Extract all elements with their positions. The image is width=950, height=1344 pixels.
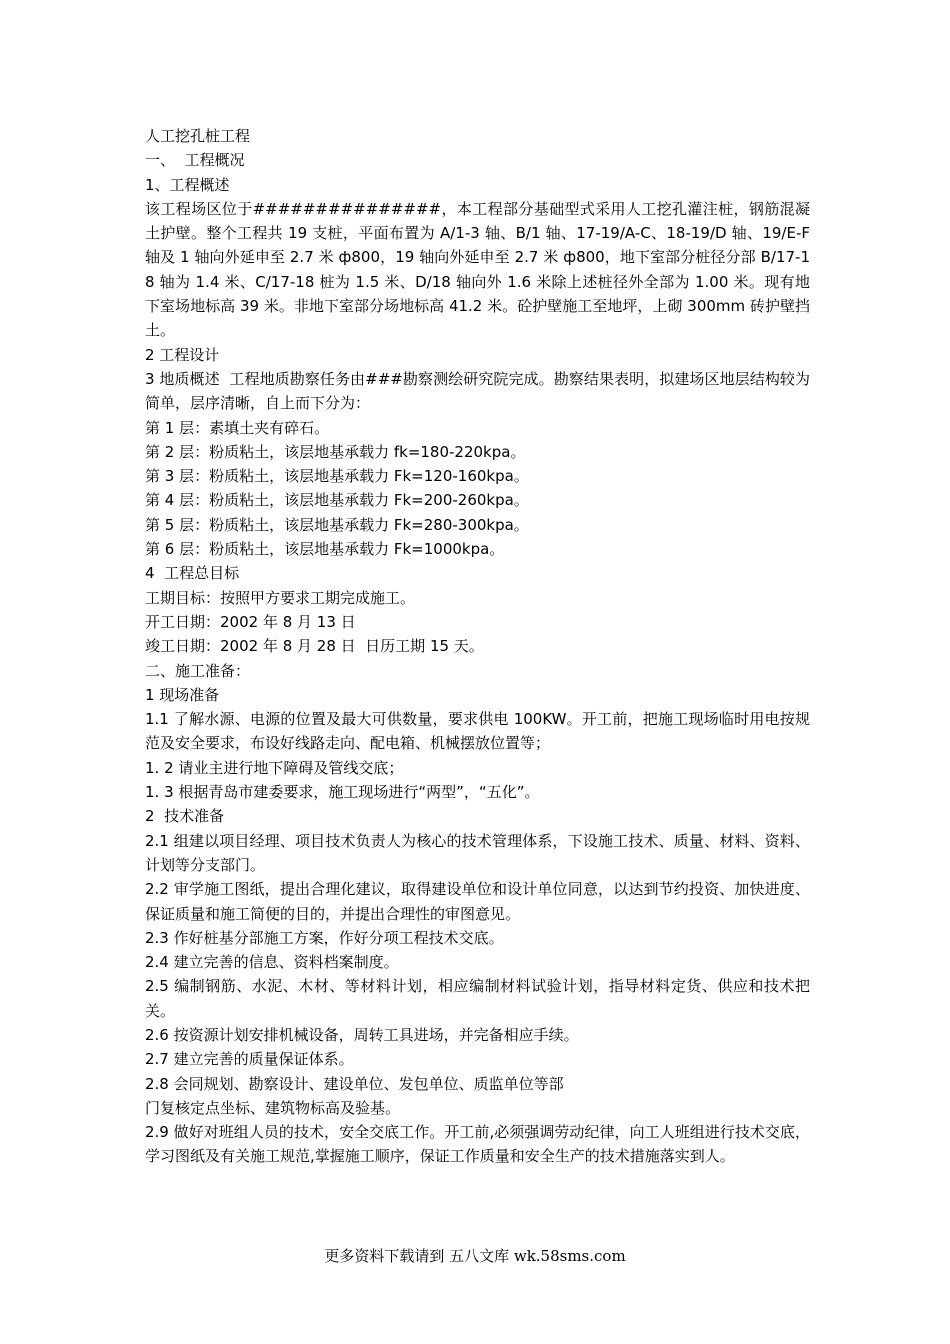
section-heading: 一、 工程概况 xyxy=(145,151,245,170)
paragraph: 2.2 审学施工图纸，提出合理化建议，取得建设单位和设计单位同意，以达到节约投资、加快进度、保证质量和施工简便的目的，并提出合理性的审图意见。 xyxy=(145,880,810,923)
paragraph: 2.5 编制钢筋、水泥、木材、等材料计划，相应编制材料试验计划，指导材料定货、供应和技术把关。 xyxy=(145,977,810,1020)
subsection-heading: 2 技术准备 xyxy=(145,807,225,826)
paragraph: 1.1 了解水源、电源的位置及最大可供数量，要求供电 100KW。开工前，把施工现场临时用电按规范及安全要求，布设好线路走向、配电箱、机械摆放位置等； xyxy=(145,710,810,753)
paragraph: 2.9 做好对班组人员的技术，安全交底工作。开工前,必须强调劳动纪律，向工人班组进行技术交底，学习图纸及有关施工规范,掌握施工顺序，保证工作质量和安全生产的技术措施落实到人。 xyxy=(145,1123,810,1166)
subsection-heading: 1 现场准备 xyxy=(145,685,220,704)
subsection-heading: 1、工程概述 xyxy=(145,175,230,194)
paragraph: 2.4 建立完善的信息、资料档案制度。 xyxy=(145,953,399,972)
subsection-heading: 4 工程总目标 xyxy=(145,564,240,583)
list-item: 第 3 层：粉质粘土，该层地基承载力 Fk=120-160kpa。 xyxy=(145,467,529,486)
paragraph: 1. 3 根据青岛市建委要求，施工现场进行“两型”，“五化”。 xyxy=(145,783,540,802)
paragraph: 2.7 建立完善的质量保证体系。 xyxy=(145,1050,354,1069)
paragraph: 开工日期：2002 年 8 月 13 日 xyxy=(145,612,356,631)
list-item: 第 2 层：粉质粘土，该层地基承载力 fk=180-220kpa。 xyxy=(145,442,526,461)
paragraph: 2.3 作好桩基分部施工方案，作好分项工程技术交底。 xyxy=(145,928,504,947)
section-heading: 二、施工准备： xyxy=(145,661,251,680)
doc-title: 人工挖孔桩工程 xyxy=(145,127,251,145)
list-item: 第 5 层：粉质粘土，该层地基承载力 Fk=280-300kpa。 xyxy=(145,515,529,534)
list-item: 第 4 层：粉质粘土，该层地基承载力 Fk=200-260kpa。 xyxy=(145,491,529,510)
document-body xyxy=(145,124,815,1169)
list-item: 第 6 层：粉质粘土，该层地基承载力 Fk=1000kpa。 xyxy=(145,540,505,559)
paragraph: 门复核定点坐标、建筑物标高及验基。 xyxy=(145,1098,401,1117)
paragraph: 该工程场区位于###############，本工程部分基础型式采用人工挖孔灌注桩，钢筋混凝土护壁。整个工程共 19 支桩，平面布置为 A/1-3 轴、B/1 轴、17-19/A-C、18-19/D 轴、19/E-F 轴及 1 轴向外延申至 2.7 米 ф800，19 轴向外延申至 2.7 米 ф800，地下室部分桩径分部 B/17-18 轴为 1.4 米、C/17-18 桩为 1.5 米、D/18 轴向外 1.6 米除上述桩径外全部为 1.00 米。现有地下室场地标高 39 米。非地下室部分场地标高 41.2 米。砼护壁施工至地坪，上砌 300mm 砖护壁挡土。 xyxy=(145,199,815,340)
paragraph: 工期目标：按照甲方要求工期完成施工。 xyxy=(145,588,416,607)
list-item: 第 1 层：素填土夹有碎石。 xyxy=(145,418,330,437)
paragraph: 2.8 会同规划、勘察设计、建设单位、发包单位、质监单位等部 xyxy=(145,1074,564,1093)
paragraph: 2.1 组建以项目经理、项目技术负责人为核心的技术管理体系，下设施工技术、质量、材料、资料、计划等分支部门。 xyxy=(145,831,810,874)
footer-note: 更多资料下载请到 五八文库 wk.58sms.com xyxy=(324,1247,626,1265)
paragraph: 2.6 按资源计划安排机械设备，周转工具进场，并完备相应手续。 xyxy=(145,1025,579,1044)
paragraph: 竣工日期：2002 年 8 月 28 日 日历工期 15 天。 xyxy=(145,637,484,656)
paragraph: 3 地质概述 工程地质勘察任务由###勘察测绘研究院完成。勘察结果表明，拟建场区地层结构较为简单，层序清晰，自上而下分为： xyxy=(145,369,810,413)
subsection-heading: 2 工程设计 xyxy=(145,345,220,364)
paragraph: 1. 2 请业主进行地下障碍及管线交底； xyxy=(145,758,404,777)
